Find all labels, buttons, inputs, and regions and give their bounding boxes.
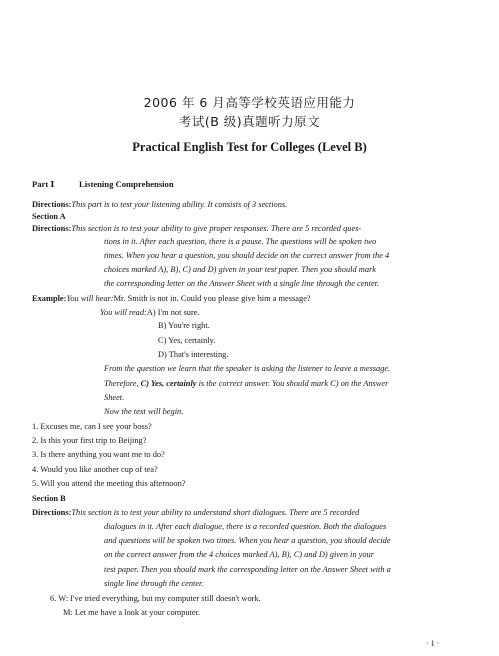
example-explanation: Sheet. <box>104 393 125 402</box>
directions-main <box>32 199 287 210</box>
question-item: 4. Would you like another cup of tea? <box>32 465 158 474</box>
example-option: B) You're right. <box>158 321 210 330</box>
english-title: Practical English Test for Colleges (Level B) <box>132 140 367 154</box>
directions-line: single line through the center. <box>104 579 204 588</box>
page-number: · 1 · <box>426 639 440 648</box>
part-title: Listening Comprehension <box>79 179 174 189</box>
directions-line: times. When you hear a question, you should decide on the correct answer from the 4 <box>104 251 390 260</box>
question-item: 5. Will you attend the meeting this afternoon? <box>32 479 186 488</box>
part-label: Part Ⅰ <box>32 179 55 189</box>
example-read <box>100 307 200 318</box>
now-begin: Now the text will begin. <box>104 407 184 416</box>
example-option: C) Yes, certainly. <box>158 336 216 345</box>
directions-line: on the correct answer from the 4 choices marked A), B), C) and D) given in your <box>104 550 374 559</box>
dialogue-w-line: 6. W: I've tried everything, but my computer still doesn't work. <box>50 594 261 603</box>
section-a-heading: Section A <box>32 212 66 221</box>
dialogue-m-line: M: Let me have a look at your computer. <box>63 608 200 617</box>
example-explanation: From the question we learn that the speaker is asking the listener to leave a message. <box>104 364 391 373</box>
directions-text: This part is to test your listening ability. It consists of 3 sections. <box>71 200 288 209</box>
directions-line: This section is to test your ability to give proper responses. There are 5 recorded ques- <box>71 224 362 233</box>
directions-label: Directions: <box>32 200 72 209</box>
example-explanation-answer: Therefore, C) Yes, certainly is the correct answer. You should mark C) on the Answer <box>104 379 389 388</box>
example-option: A) I'm not sure. <box>146 308 200 317</box>
example-label: Example: <box>32 294 67 303</box>
question-item: 3. Is there anything you want me to do? <box>32 450 165 459</box>
section-a-directions <box>32 223 361 234</box>
directions-line: This section is to test your ability to understand short dialogues. There are 5 recorded <box>71 508 360 517</box>
example-option: D) That's interesting. <box>158 350 229 359</box>
directions-label: Directions: <box>32 508 72 517</box>
chinese-title-line-1: 2006 年 6 月高等学校英语应用能力 <box>143 95 356 110</box>
section-b-heading: Section B <box>32 494 66 503</box>
example-read-label: You will read: <box>100 308 147 317</box>
chinese-title-line-2: 考试(B 级)真题听力原文 <box>178 114 321 129</box>
directions-line: test paper. Then you should mark the corresponding letter on the Answer Sheet with a <box>104 565 391 574</box>
question-item: 2. Is this your first trip to Beijing? <box>32 436 147 445</box>
example-answer: C) Yes, certainly <box>140 379 197 388</box>
directions-line: choices marked A), B), C) and D) given in your test paper. Then you should mark <box>104 265 376 274</box>
directions-line: tions in it. After each question, there is a pause. The questions will be spoken two <box>104 237 377 246</box>
directions-line: and questions will be spoken two times. When you hear a question, you should decide <box>104 536 391 545</box>
directions-line: the corresponding letter on the Answer Sheet with a single line through the center. <box>104 279 380 288</box>
example-hear <box>32 293 311 304</box>
section-b-directions <box>32 507 359 518</box>
directions-line: dialogues in it. After each dialogue, there is a recorded question. Both the dialogues <box>104 522 387 531</box>
example-hear-label: You will hear: <box>66 294 114 303</box>
directions-label: Directions: <box>32 224 72 233</box>
question-item: 1. Excuses me, can I see your boss? <box>32 422 152 431</box>
example-hear-text: Mr. Smith is not in. Could you please give him a message? <box>113 294 311 303</box>
